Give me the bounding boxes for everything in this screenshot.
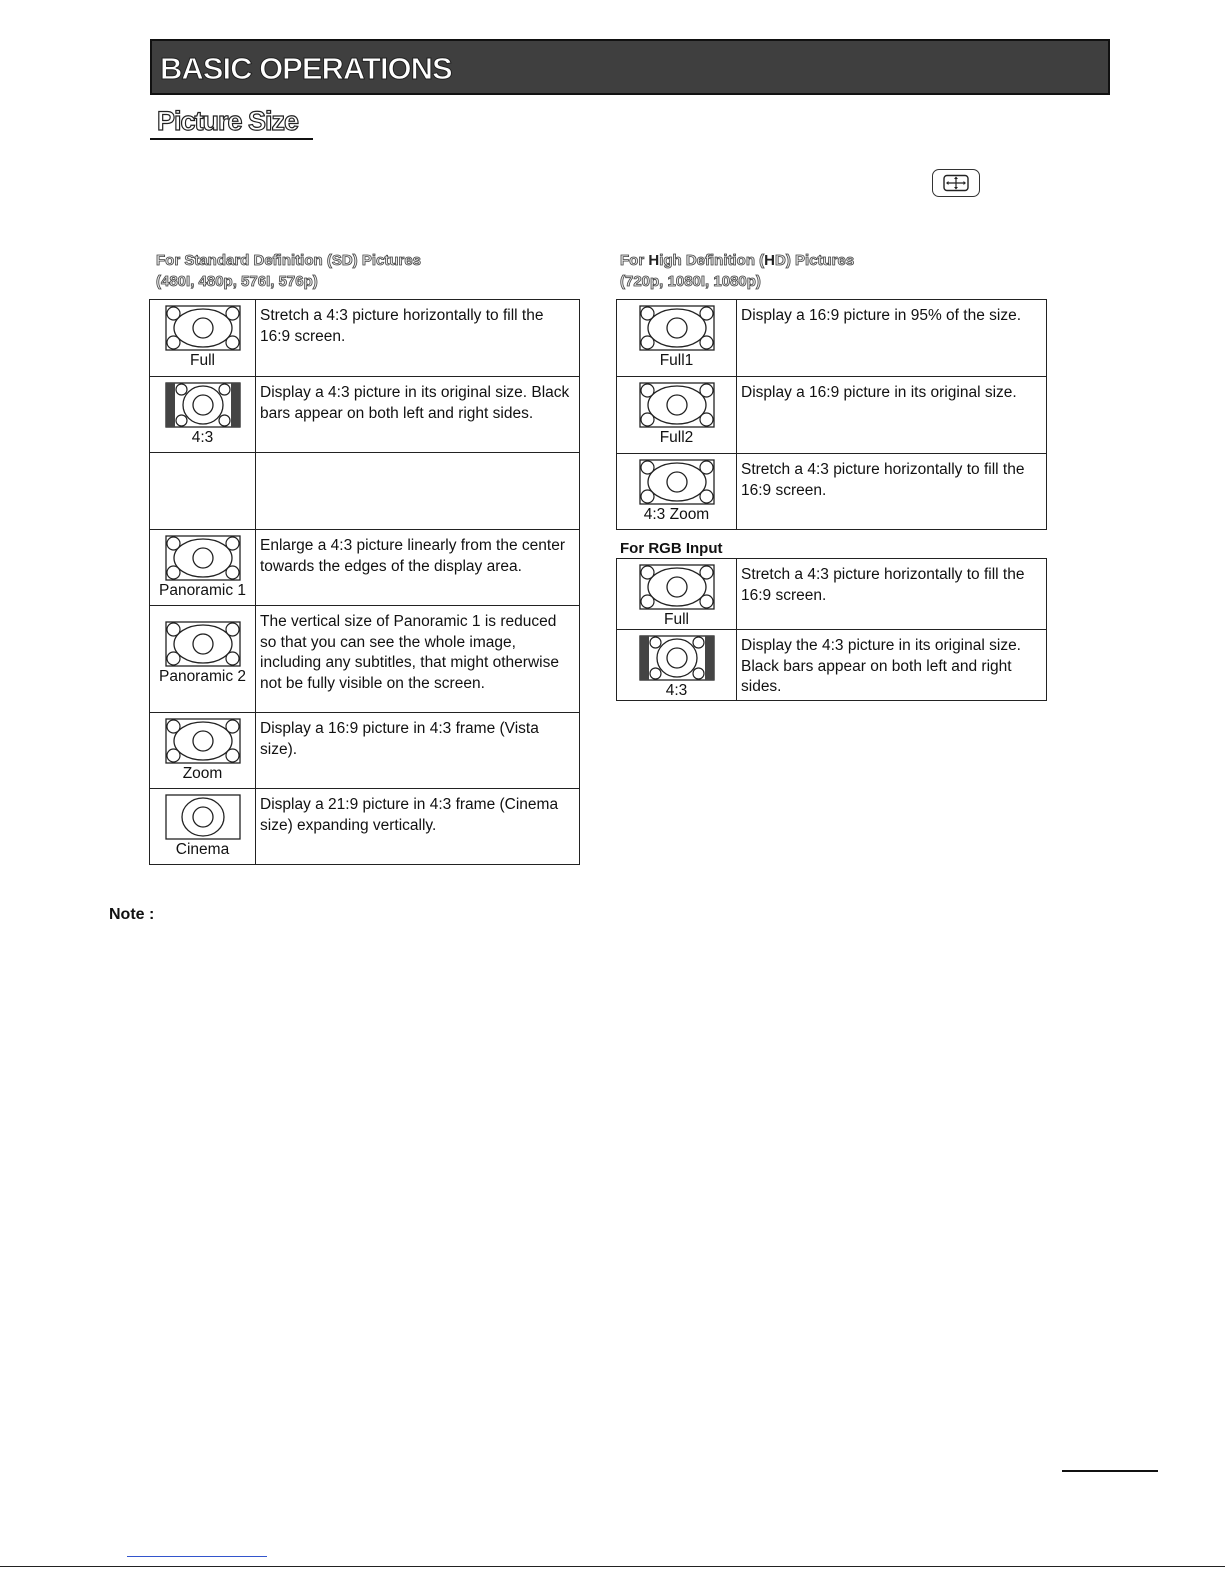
mode-label: Full1 bbox=[659, 352, 694, 369]
picture-size-key-icon bbox=[932, 169, 980, 197]
table-row bbox=[617, 300, 1047, 377]
mode-icon-cell bbox=[150, 606, 256, 713]
mode-label: Full bbox=[664, 611, 689, 628]
table-row bbox=[617, 630, 1047, 701]
picture-mode-icon bbox=[150, 382, 255, 428]
table-row bbox=[150, 530, 580, 606]
table-row bbox=[150, 713, 580, 789]
picture-mode-icon bbox=[617, 459, 736, 505]
picture-mode-icon bbox=[617, 382, 736, 428]
section-title-text: Picture Size bbox=[157, 106, 299, 136]
footer-rule bbox=[1062, 1470, 1158, 1472]
picture-mode-icon bbox=[150, 718, 255, 764]
mode-label: 4:3 bbox=[665, 682, 688, 699]
mode-label: 4:3 bbox=[191, 429, 214, 446]
hd-heading-part: H bbox=[648, 252, 660, 269]
hd-heading-line1 bbox=[620, 250, 854, 271]
picture-mode-icon bbox=[617, 635, 736, 681]
mode-description: Display a 4:3 picture in its original size. Black bars appear on both left and right sides. bbox=[256, 377, 580, 453]
hd-heading-part: H bbox=[764, 252, 776, 269]
rgb-heading: For RGB Input bbox=[620, 540, 723, 557]
mode-label: Cinema bbox=[175, 841, 230, 858]
mode-description: Stretch a 4:3 picture horizontally to fill the 16:9 screen. bbox=[737, 454, 1047, 530]
mode-label: Full bbox=[190, 352, 215, 369]
mode-icon-cell bbox=[617, 559, 737, 630]
mode-icon-cell bbox=[150, 789, 256, 865]
mode-description: Stretch a 4:3 picture horizontally to fill the 16:9 screen. bbox=[256, 300, 580, 377]
mode-label: Panoramic 1 bbox=[158, 582, 246, 599]
sd-heading-line2: (480I, 480p, 576I, 576p) bbox=[156, 273, 318, 290]
sd-heading-line1: For Standard Definition (SD) Pictures bbox=[156, 252, 422, 269]
table-row bbox=[150, 453, 580, 530]
table-row bbox=[150, 377, 580, 453]
picture-mode-icon bbox=[150, 794, 255, 840]
page-bottom-rule bbox=[0, 1566, 1225, 1567]
mode-description: Display a 16:9 picture in its original size. bbox=[737, 377, 1047, 454]
mode-icon-cell bbox=[150, 300, 256, 377]
hd-heading-part: D) Pictures bbox=[775, 252, 855, 269]
picture-mode-icon bbox=[617, 305, 736, 351]
note-label: Note : bbox=[109, 906, 155, 923]
mode-description: Display a 16:9 picture in 4:3 frame (Vista size). bbox=[256, 713, 580, 789]
table-row bbox=[617, 377, 1047, 454]
header-bar bbox=[150, 39, 1110, 95]
footer-link-rule bbox=[127, 1556, 267, 1557]
picture-mode-icon bbox=[150, 621, 255, 667]
mode-icon-cell bbox=[150, 530, 256, 606]
sd-modes-table bbox=[149, 299, 580, 865]
mode-icon-cell bbox=[150, 377, 256, 453]
mode-label: Full2 bbox=[659, 429, 694, 446]
hd-heading-line2: (720p, 1080I, 1080p) bbox=[620, 273, 761, 290]
mode-description: Display a 16:9 picture in 95% of the size. bbox=[737, 300, 1047, 377]
page-title: BASIC OPERATIONS bbox=[160, 51, 452, 86]
table-row bbox=[617, 454, 1047, 530]
picture-mode-icon bbox=[150, 535, 255, 581]
table-row bbox=[617, 559, 1047, 630]
mode-icon-cell bbox=[617, 454, 737, 530]
table-row bbox=[150, 606, 580, 713]
mode-icon-cell bbox=[150, 713, 256, 789]
hd-heading-part: igh Definition ( bbox=[659, 252, 765, 269]
sd-heading bbox=[156, 250, 421, 292]
mode-icon-cell bbox=[617, 630, 737, 701]
mode-description: Enlarge a 4:3 picture linearly from the center towards the edges of the display area. bbox=[256, 530, 580, 606]
mode-label: 4:3 Zoom bbox=[643, 506, 710, 523]
mode-description: The vertical size of Panoramic 1 is reduced so that you can see the whole image, including any subtitles, that might otherwise not be fully visible on the screen. bbox=[256, 606, 580, 713]
rgb-modes-table bbox=[616, 558, 1047, 701]
mode-icon-cell bbox=[617, 300, 737, 377]
mode-icon-cell bbox=[617, 377, 737, 454]
mode-icon-cell bbox=[150, 453, 256, 530]
section-title bbox=[150, 106, 313, 140]
table-row bbox=[150, 789, 580, 865]
picture-mode-icon bbox=[617, 564, 736, 610]
mode-description: Stretch a 4:3 picture horizontally to fill the 16:9 screen. bbox=[737, 559, 1047, 630]
mode-description: Display the 4:3 picture in its original size. Black bars appear on both left and right sides. bbox=[737, 630, 1047, 701]
table-row bbox=[150, 300, 580, 377]
mode-label: Panoramic 2 bbox=[158, 668, 246, 685]
hd-modes-table bbox=[616, 299, 1047, 530]
mode-label: Zoom bbox=[182, 765, 223, 782]
picture-mode-icon bbox=[150, 305, 255, 351]
mode-description: Display a 21:9 picture in 4:3 frame (Cinema size) expanding vertically. bbox=[256, 789, 580, 865]
hd-heading-part: For bbox=[620, 252, 649, 269]
hd-heading bbox=[620, 250, 854, 292]
mode-description bbox=[256, 453, 580, 530]
